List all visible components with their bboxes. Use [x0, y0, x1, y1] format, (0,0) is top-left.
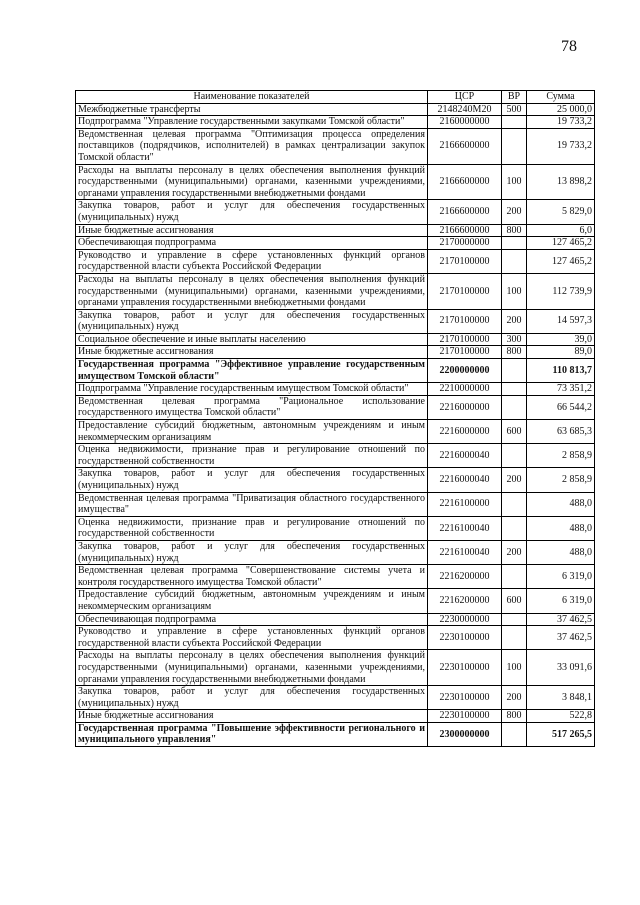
row-vr	[502, 249, 527, 273]
row-name: Ведомственная целевая программа "Совершенствование системы учета и контроля государственного имущества Томской области"	[76, 565, 428, 589]
row-name: Закупка товаров, работ и услуг для обеспечения государственных (муниципальных) нужд	[76, 468, 428, 492]
row-vr	[502, 565, 527, 589]
row-csr: 2216200000	[428, 565, 502, 589]
row-vr: 800	[502, 710, 527, 723]
row-vr: 600	[502, 420, 527, 444]
row-sum: 112 739,9	[527, 273, 595, 309]
row-vr: 100	[502, 164, 527, 200]
row-name: Закупка товаров, работ и услуг для обеспечения государственных (муниципальных) нужд	[76, 309, 428, 333]
row-vr: 500	[502, 103, 527, 116]
row-sum: 89,0	[527, 346, 595, 359]
row-name: Расходы на выплаты персоналу в целях обеспечения выполнения функций государственными (муниципальными) органами, казенными учреждениями, органами управления государственными внебюджетными фондами	[76, 273, 428, 309]
table-row	[76, 383, 595, 396]
row-csr: 2170100000	[428, 333, 502, 346]
row-name: Расходы на выплаты персоналу в целях обеспечения выполнения функций государственными (муниципальными) органами, казенными учреждениями, органами управления государственными внебюджетными фондами	[76, 650, 428, 686]
row-name: Иные бюджетные ассигнования	[76, 346, 428, 359]
row-sum: 33 091,6	[527, 650, 595, 686]
row-vr	[502, 626, 527, 650]
row-sum: 73 351,2	[527, 383, 595, 396]
table-row	[76, 164, 595, 200]
row-name: Закупка товаров, работ и услуг для обеспечения государственных (муниципальных) нужд	[76, 540, 428, 564]
row-csr: 2230100000	[428, 686, 502, 710]
row-csr: 2216100000	[428, 492, 502, 516]
row-sum: 517 265,5	[527, 722, 595, 746]
row-vr	[502, 383, 527, 396]
table-row	[76, 103, 595, 116]
row-csr: 2216100040	[428, 516, 502, 540]
page-number: 78	[561, 38, 577, 55]
row-sum: 66 544,2	[527, 395, 595, 419]
row-sum: 127 465,2	[527, 249, 595, 273]
row-csr: 2200000000	[428, 359, 502, 383]
row-name: Подпрограмма "Управление государственными закупками Томской области"	[76, 116, 428, 129]
row-csr: 2166600000	[428, 200, 502, 224]
row-sum: 25 000,0	[527, 103, 595, 116]
row-name: Предоставление субсидий бюджетным, автономным учреждениям и иным некоммерческим организациям	[76, 589, 428, 613]
header-sum: Сумма	[527, 91, 595, 104]
row-vr	[502, 492, 527, 516]
row-name: Оценка недвижимости, признание прав и регулирование отношений по государственной собственности	[76, 444, 428, 468]
header-csr: ЦСР	[428, 91, 502, 104]
row-csr: 2300000000	[428, 722, 502, 746]
row-name: Оценка недвижимости, признание прав и регулирование отношений по государственной собственности	[76, 516, 428, 540]
row-vr	[502, 613, 527, 626]
row-vr	[502, 116, 527, 129]
table-row	[76, 237, 595, 250]
table-row	[76, 359, 595, 383]
row-csr: 2216200000	[428, 589, 502, 613]
table-header-row	[76, 91, 595, 104]
row-vr	[502, 516, 527, 540]
budget-table	[75, 90, 595, 747]
row-name: Иные бюджетные ассигнования	[76, 224, 428, 237]
row-csr: 2216000040	[428, 468, 502, 492]
row-name: Ведомственная целевая программа "Приватизация областного государственного имущества"	[76, 492, 428, 516]
row-vr: 800	[502, 346, 527, 359]
table-row	[76, 224, 595, 237]
row-name: Ведомственная целевая программа "Рациональное использование государственного имущества Томской области"	[76, 395, 428, 419]
row-sum: 37 462,5	[527, 626, 595, 650]
row-csr: 2210000000	[428, 383, 502, 396]
row-csr: 2230100000	[428, 626, 502, 650]
table-row	[76, 565, 595, 589]
row-vr: 200	[502, 468, 527, 492]
row-csr: 2230100000	[428, 650, 502, 686]
row-name: Межбюджетные трансферты	[76, 103, 428, 116]
row-name: Расходы на выплаты персоналу в целях обеспечения выполнения функций государственными (муниципальными) органами, казенными учреждениями, органами управления государственными внебюджетными фондами	[76, 164, 428, 200]
row-vr: 200	[502, 309, 527, 333]
row-sum: 19 733,2	[527, 128, 595, 164]
row-csr: 2216000000	[428, 420, 502, 444]
row-sum: 13 898,2	[527, 164, 595, 200]
header-vr: ВР	[502, 91, 527, 104]
table-row	[76, 722, 595, 746]
table-row	[76, 128, 595, 164]
row-sum: 488,0	[527, 540, 595, 564]
row-sum: 6 319,0	[527, 589, 595, 613]
table-row	[76, 273, 595, 309]
row-csr: 2216100040	[428, 540, 502, 564]
row-sum: 110 813,7	[527, 359, 595, 383]
row-csr: 2230100000	[428, 710, 502, 723]
row-vr: 200	[502, 200, 527, 224]
row-sum: 37 462,5	[527, 613, 595, 626]
row-name: Руководство и управление в сфере установленных функций органов государственной власти субъекта Российской Федерации	[76, 626, 428, 650]
row-vr: 800	[502, 224, 527, 237]
table-row	[76, 346, 595, 359]
row-csr: 2230000000	[428, 613, 502, 626]
table-row	[76, 650, 595, 686]
row-name: Руководство и управление в сфере установленных функций органов государственной власти субъекта Российской Федерации	[76, 249, 428, 273]
row-sum: 6 319,0	[527, 565, 595, 589]
table-row	[76, 613, 595, 626]
row-name: Обеспечивающая подпрограмма	[76, 237, 428, 250]
row-sum: 488,0	[527, 516, 595, 540]
row-csr: 2170100000	[428, 249, 502, 273]
row-name: Закупка товаров, работ и услуг для обеспечения государственных (муниципальных) нужд	[76, 686, 428, 710]
row-name: Социальное обеспечение и иные выплаты населению	[76, 333, 428, 346]
row-csr: 2160000000	[428, 116, 502, 129]
table-row	[76, 468, 595, 492]
table-row	[76, 626, 595, 650]
row-vr: 200	[502, 686, 527, 710]
row-vr: 300	[502, 333, 527, 346]
row-name: Закупка товаров, работ и услуг для обеспечения государственных (муниципальных) нужд	[76, 200, 428, 224]
row-vr	[502, 722, 527, 746]
table-row	[76, 116, 595, 129]
row-sum: 2 858,9	[527, 468, 595, 492]
row-sum: 488,0	[527, 492, 595, 516]
row-vr: 200	[502, 540, 527, 564]
row-vr	[502, 444, 527, 468]
row-sum: 2 858,9	[527, 444, 595, 468]
table-row	[76, 710, 595, 723]
table-row	[76, 589, 595, 613]
table-row	[76, 516, 595, 540]
row-name: Ведомственная целевая программа "Оптимизация процесса определения поставщиков (подрядчиков, исполнителей) в рамках централизации закупок Томской области"	[76, 128, 428, 164]
row-vr	[502, 128, 527, 164]
row-csr: 2170100000	[428, 273, 502, 309]
table-row	[76, 540, 595, 564]
row-csr: 2166600000	[428, 164, 502, 200]
table-row	[76, 395, 595, 419]
row-sum: 522,8	[527, 710, 595, 723]
row-name: Государственная программа "Эффективное управление государственным имуществом Томской области"	[76, 359, 428, 383]
row-vr	[502, 237, 527, 250]
row-vr	[502, 359, 527, 383]
row-csr: 2216000000	[428, 395, 502, 419]
row-csr: 2166600000	[428, 224, 502, 237]
row-csr: 2166600000	[428, 128, 502, 164]
row-sum: 14 597,3	[527, 309, 595, 333]
header-name: Наименование показателей	[76, 91, 428, 104]
row-vr: 100	[502, 650, 527, 686]
row-sum: 6,0	[527, 224, 595, 237]
row-name: Обеспечивающая подпрограмма	[76, 613, 428, 626]
row-name: Иные бюджетные ассигнования	[76, 710, 428, 723]
row-csr: 2170100000	[428, 309, 502, 333]
table-row	[76, 309, 595, 333]
row-csr: 2170100000	[428, 346, 502, 359]
row-sum: 19 733,2	[527, 116, 595, 129]
table-row	[76, 686, 595, 710]
row-csr: 2216000040	[428, 444, 502, 468]
row-vr	[502, 395, 527, 419]
row-sum: 127 465,2	[527, 237, 595, 250]
row-name: Предоставление субсидий бюджетным, автономным учреждениям и иным некоммерческим организациям	[76, 420, 428, 444]
row-sum: 3 848,1	[527, 686, 595, 710]
table-body	[76, 91, 595, 747]
row-vr: 100	[502, 273, 527, 309]
row-name: Подпрограмма "Управление государственным имуществом Томской области"	[76, 383, 428, 396]
row-csr: 2148240М20	[428, 103, 502, 116]
row-sum: 63 685,3	[527, 420, 595, 444]
row-vr: 600	[502, 589, 527, 613]
row-sum: 39,0	[527, 333, 595, 346]
row-sum: 5 829,0	[527, 200, 595, 224]
table-row	[76, 492, 595, 516]
table-row	[76, 200, 595, 224]
table-row	[76, 333, 595, 346]
row-name: Государственная программа "Повышение эффективности регионального и муниципального управления"	[76, 722, 428, 746]
table-row	[76, 249, 595, 273]
table-row	[76, 420, 595, 444]
table-row	[76, 444, 595, 468]
row-csr: 2170000000	[428, 237, 502, 250]
